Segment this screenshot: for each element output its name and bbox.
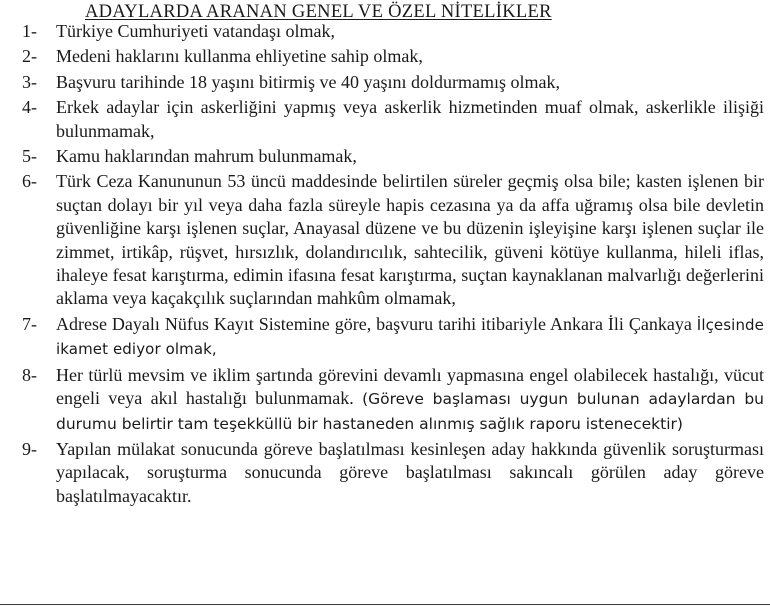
list-item (0, 313, 770, 362)
item-number: 7- (22, 313, 37, 334)
item-number: 9- (22, 438, 37, 459)
item-text: Her türlü mevsim ve iklim şartında görevini devamlı yapmasına engel olabilecek hastalığı, vücut engeli veya akıl hastalığı bulunmamak. (56, 364, 764, 409)
item-number: 4- (22, 97, 37, 118)
list-item (0, 96, 770, 143)
item-text: Kamu haklarından mahrum bulunmamak, (56, 146, 357, 167)
item-text: Türkiye Cumhuriyeti vatandaşı olmak, (56, 21, 335, 41)
list-item (0, 20, 770, 43)
item-number: 6- (22, 171, 37, 192)
list-item (0, 145, 770, 168)
bottom-divider (0, 604, 770, 605)
list-item (0, 170, 770, 310)
item-text: Başvuru tarihinde 18 yaşını bitirmiş ve 40 yaşını doldurmamış olmak, (56, 71, 560, 92)
item-text-note: (Göreve başlaması uygun bulunan adaylardan bu durumu belirtir tam teşekküllü bir hastaneden alınmış sağlık raporu istenecektir) (56, 390, 765, 433)
item-text: Erkek adaylar için askerliğini yapmış veya askerlik hizmetinden muaf olmak, askerlikle ilişiği bulunmamak, (56, 97, 764, 141)
item-number: 8- (22, 364, 37, 385)
item-number: 3- (22, 71, 37, 92)
item-number: 2- (22, 46, 37, 67)
item-number: 5- (22, 146, 37, 167)
requirements-list (0, 20, 770, 510)
item-text: Yapılan mülakat sonucunda göreve başlatılması kesinleşen aday hakkında güvenlik soruşturması yapılacak, soruşturma sonucunda göreve başlatılması sakıncalı görülen aday göreve başlatılmayacaktır. (56, 438, 764, 506)
list-item (0, 364, 770, 436)
document-title: ADAYLARDA ARANAN GENEL VE ÖZEL NİTELİKLER (85, 2, 552, 22)
item-number: 1- (22, 21, 37, 41)
item-text: Türk Ceza Kanununun 53 üncü maddesinde belirtilen süreler geçmiş olsa bile; kasten işlenen bir suçtan dolayı bir yıl veya daha fazla süreyle hapis cezasına ya da affa uğramış olsa bile devletin güvenliğine karşı işlenen suçlar, Anayasal düzene ve bu düzenin işleyişine karşı işlenen suçlar ile zimmet, irtikâp, rüşvet, hırsızlık, dolandırıcılık, sahtecilik, güveni kötüye kullanma, hileli iflas, ihaleye fesat karıştırma, edimin ifasına fesat karıştırma, suçtan kaynaklanan malvarlığı değerlerini aklama veya kaçakçılık suçlarından mahkûm olmamak, (56, 171, 764, 309)
list-item (0, 71, 770, 94)
item-text-continuation: İlçesinde ikamet ediyor olmak, (56, 315, 765, 359)
list-item (0, 45, 770, 68)
list-item (0, 438, 770, 508)
item-text: Adrese Dayalı Nüfus Kayıt Sistemine göre, başvuru tarihi itibariyle Ankara İli Çankaya (56, 313, 692, 334)
item-text: Medeni haklarını kullanma ehliyetine sahip olmak, (56, 46, 423, 67)
